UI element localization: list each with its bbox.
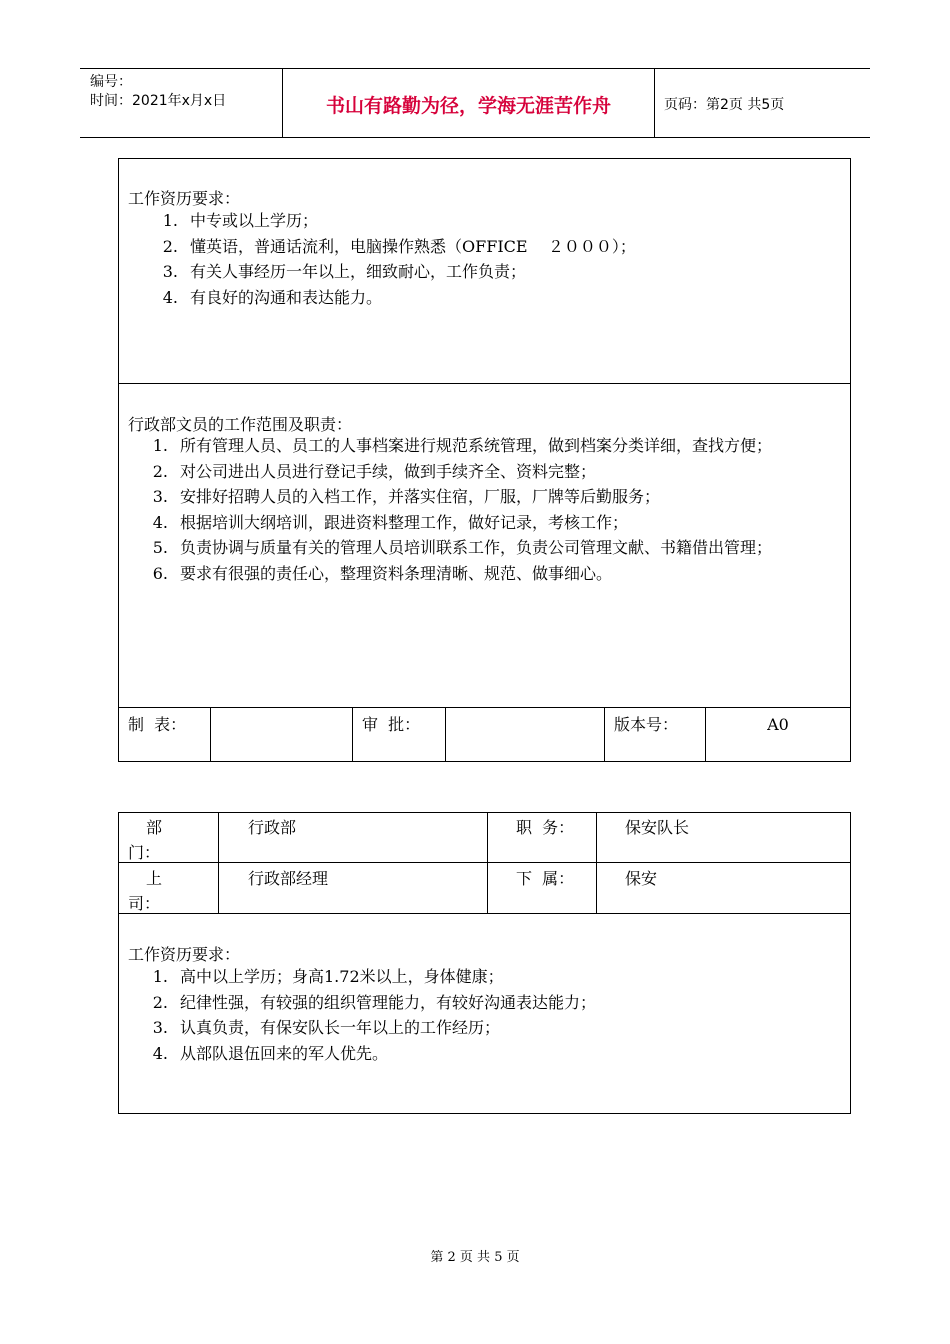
column-divider (352, 707, 353, 762)
department-value: 行政部 (248, 818, 297, 837)
column-divider (210, 707, 211, 762)
department-label (128, 815, 208, 865)
version-label: 版本号： (614, 715, 679, 734)
list-item-text: 所有管理人员、员工的人事档案进行规范系统管理，做到档案分类详细，查找方便； (180, 436, 773, 455)
list-item (152, 285, 832, 311)
list-item-text: 安排好招聘人员的入档工作，并落实住宿，厂服，厂牌等后勤服务； (180, 487, 661, 506)
row-divider (118, 862, 851, 863)
list-item-number: 2. (152, 992, 168, 1012)
list-item-number: 4. (162, 287, 178, 307)
page-header (80, 68, 870, 138)
list-item-text: 懂英语，普通话流利，电脑操作熟悉（OFFICE ２０００）； (190, 236, 636, 256)
column-divider (596, 812, 597, 913)
list-item (152, 259, 832, 285)
department-label-line2: 门： (128, 843, 161, 862)
list-item-text: 纪律性强，有较强的组织管理能力，有较好沟通表达能力； (180, 992, 597, 1012)
duties-heading: 行政部文员的工作范围及职责： (128, 415, 353, 434)
list-item-text: 高中以上学历；身高1.72米以上，身体健康； (180, 967, 504, 986)
subordinate-value: 保安 (625, 869, 658, 888)
duties-list (142, 433, 842, 586)
list-item-text: 负责协调与质量有关的管理人员培训联系工作，负责公司管理文献、书籍借出管理； (180, 538, 773, 557)
position-value: 保安队长 (625, 818, 690, 837)
superior-label (128, 866, 208, 916)
document-date-label: 时间：2021年x月x日 (90, 93, 227, 109)
list-item-number: 1. (152, 967, 168, 986)
list-item-number: 5. (152, 538, 168, 557)
qualification-list (152, 208, 832, 310)
page-footer: 第 2 页 共 5 页 (430, 1250, 520, 1265)
list-item (142, 1041, 842, 1067)
list-item-text: 从部队退伍回来的军人优先。 (180, 1043, 389, 1063)
position-label: 职 务： (516, 818, 575, 837)
header-meta (90, 73, 226, 111)
column-divider (218, 812, 219, 913)
prepared-by-label: 制 表： (128, 715, 187, 734)
version-value: A0 (767, 715, 789, 734)
list-item-number: 1. (162, 211, 178, 230)
list-item-number: 6. (152, 563, 168, 583)
header-page-number: 页码：第2页 共5页 (664, 97, 785, 113)
list-item-number: 3. (152, 487, 168, 506)
subordinate-label: 下 属： (516, 869, 575, 888)
row-divider (118, 383, 851, 384)
list-item-text: 要求有很强的责任心，整理资料条理清晰、规范、做事细心。 (180, 563, 613, 583)
column-divider (604, 707, 605, 762)
list-item-text: 有关人事经历一年以上，细致耐心，工作负责； (190, 262, 527, 281)
qualification-list (142, 964, 842, 1066)
superior-label-line2: 司： (128, 894, 161, 913)
list-item-number: 3. (152, 1018, 168, 1037)
department-label-line1: 部 (146, 818, 163, 837)
column-divider (445, 707, 446, 762)
list-item-text: 有良好的沟通和表达能力。 (190, 287, 383, 307)
list-item (142, 1015, 842, 1041)
list-item-number: 1. (152, 436, 168, 455)
row-divider (118, 913, 851, 914)
list-item-number: 2. (162, 236, 178, 256)
list-item-number: 2. (152, 461, 168, 481)
document-number-label: 编号： (90, 74, 132, 90)
qualification-heading: 工作资历要求： (128, 945, 241, 964)
list-item (142, 964, 842, 990)
column-divider (487, 812, 488, 913)
approved-by-label: 审 批： (362, 715, 421, 734)
list-item (152, 208, 832, 234)
list-item (142, 459, 842, 485)
list-item (142, 484, 842, 510)
list-item (142, 433, 842, 459)
list-item (152, 234, 832, 260)
list-item-number: 4. (152, 1043, 168, 1063)
list-item (142, 990, 842, 1016)
superior-label-line1: 上 (146, 869, 163, 888)
list-item-text: 对公司进出人员进行登记手续，做到手续齐全、资料完整； (180, 461, 597, 481)
header-divider (654, 69, 655, 137)
list-item-number: 4. (152, 512, 168, 532)
row-divider (118, 707, 851, 708)
superior-value: 行政部经理 (248, 869, 329, 888)
list-item-text: 认真负责，有保安队长一年以上的工作经历； (180, 1018, 501, 1037)
header-motto: 书山有路勤为径，学海无涯苦作舟 (325, 95, 611, 117)
list-item (142, 510, 842, 536)
list-item-text: 根据培训大纲培训，跟进资料整理工作，做好记录，考核工作； (180, 512, 629, 532)
list-item (142, 561, 842, 587)
qualification-heading: 工作资历要求： (128, 189, 241, 208)
list-item-text: 中专或以上学历； (190, 211, 319, 230)
list-item-number: 3. (162, 262, 178, 281)
list-item (142, 535, 842, 561)
